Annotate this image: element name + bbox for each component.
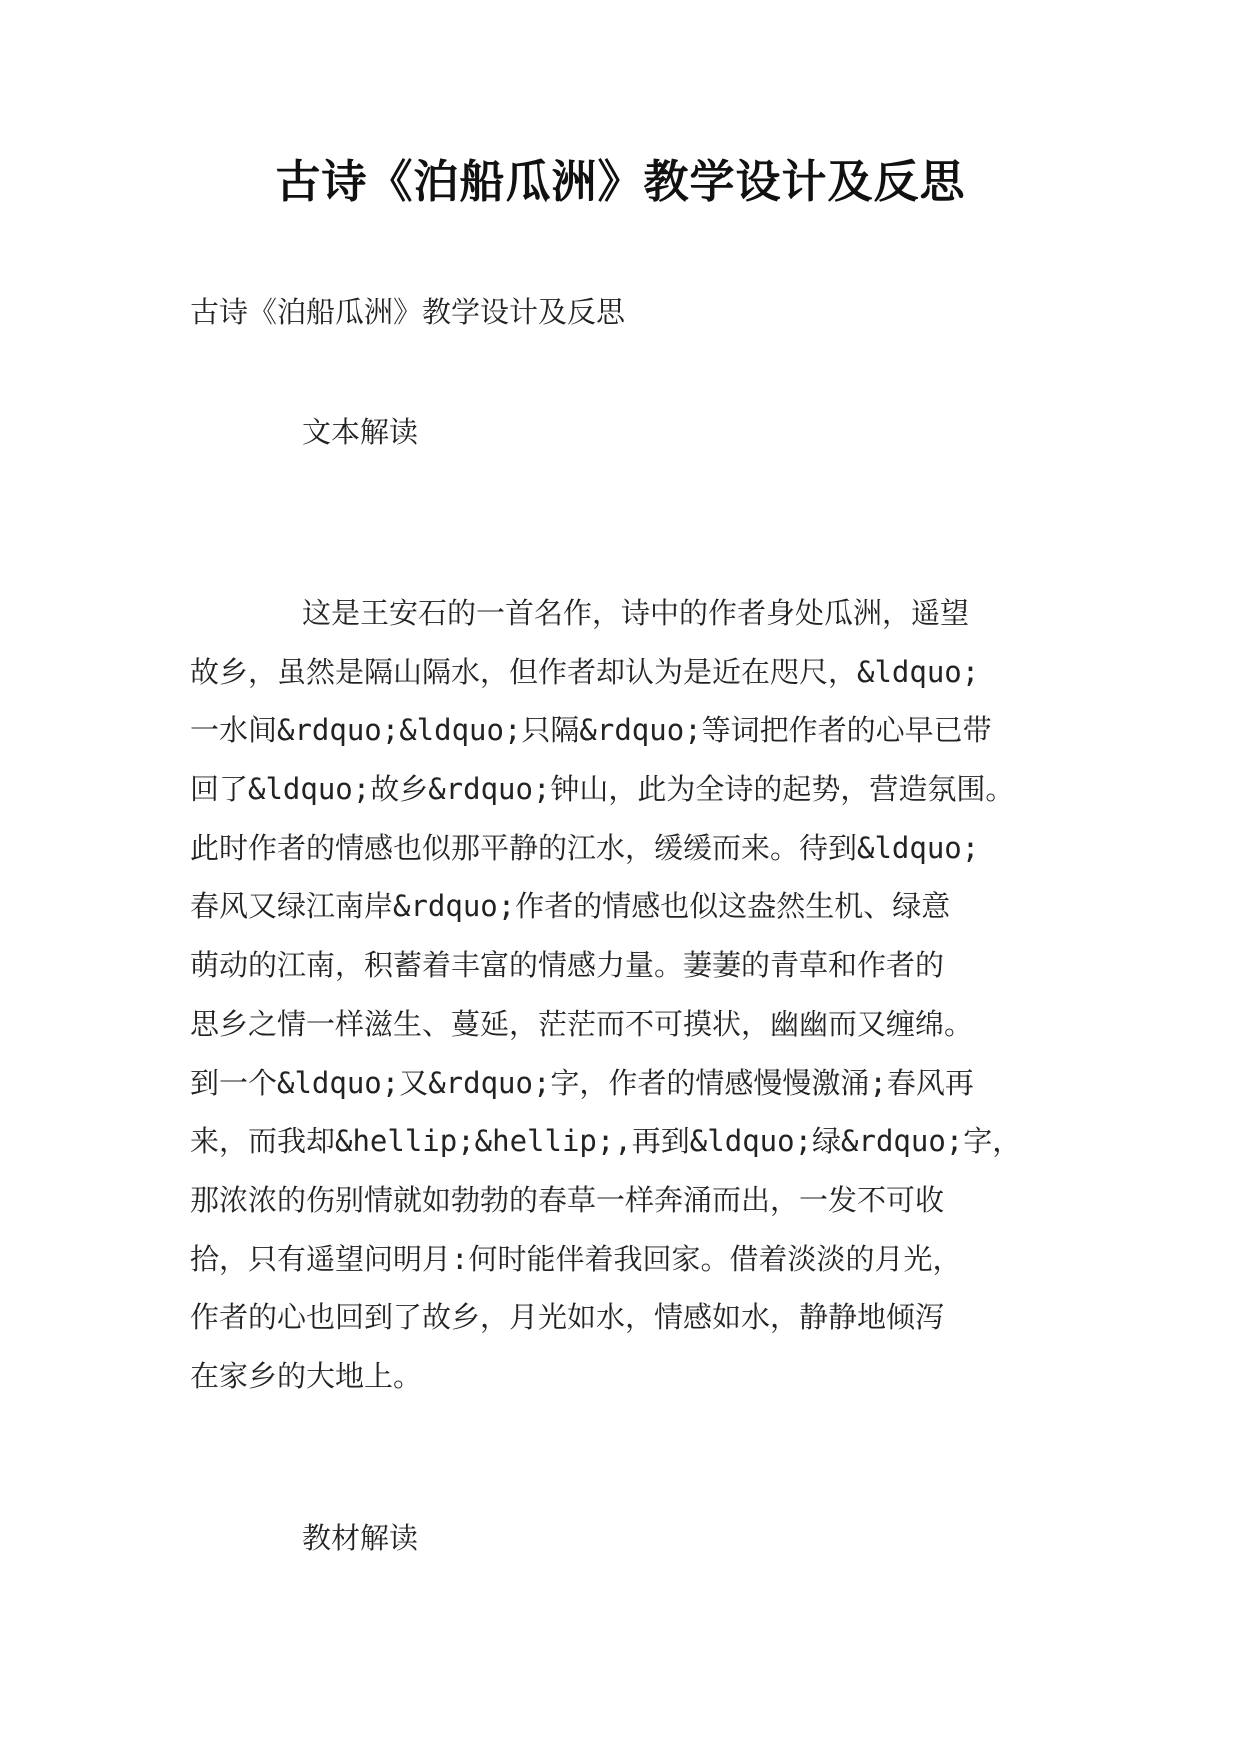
paragraph-line: 回了&ldquo;故乡&rdquo;钟山，此为全诗的起势，营造氛围。 — [190, 772, 1015, 807]
paragraph-line: 这是王安石的一首名作，诗中的作者身处瓜洲，遥望 — [302, 596, 970, 630]
paragraph-line: 拾，只有遥望问明月:何时能伴着我回家。借着淡淡的月光， — [190, 1241, 962, 1276]
section-heading-text-reading: 文本解读 — [302, 415, 419, 449]
document-title: 古诗《泊船瓜洲》教学设计及反思 — [275, 155, 966, 208]
paragraph-line: 作者的心也回到了故乡，月光如水，情感如水，静静地倾泻 — [190, 1300, 945, 1335]
paragraph-line: 到一个&ldquo;又&rdquo;字，作者的情感慢慢激涌;春风再 — [190, 1065, 974, 1100]
paragraph-line: 来，而我却&hellip;&hellip;,再到&ldquo;绿&rdquo;字， — [190, 1124, 1022, 1159]
document-subtitle: 古诗《泊船瓜洲》教学设计及反思 — [190, 295, 626, 329]
paragraph-line: 春风又绿江南岸&rdquo;作者的情感也似这盎然生机、绿意 — [190, 889, 951, 924]
paragraph-line: 萌动的江南，积蓄着丰富的情感力量。萋萋的青草和作者的 — [190, 948, 945, 983]
paragraph-line: 此时作者的情感也似那平静的江水，缓缓而来。待到&ldquo; — [190, 830, 980, 865]
body-paragraph — [190, 584, 1050, 1406]
paragraph-line: 思乡之情一样滋生、蔓延，茫茫而不可摸状，幽幽而又缠绵。 — [190, 1006, 974, 1041]
paragraph-line: 一水间&rdquo;&ldquo;只隔&rdquo;等词把作者的心早已带 — [190, 713, 992, 748]
paragraph-line: 在家乡的大地上。 — [190, 1358, 423, 1393]
paragraph-line: 故乡，虽然是隔山隔水，但作者却认为是近在咫尺，&ldquo; — [190, 654, 980, 689]
paragraph-line: 那浓浓的伤别情就如勃勃的春草一样奔涌而出，一发不可收 — [190, 1182, 945, 1217]
section-heading-textbook-reading: 教材解读 — [302, 1521, 419, 1555]
